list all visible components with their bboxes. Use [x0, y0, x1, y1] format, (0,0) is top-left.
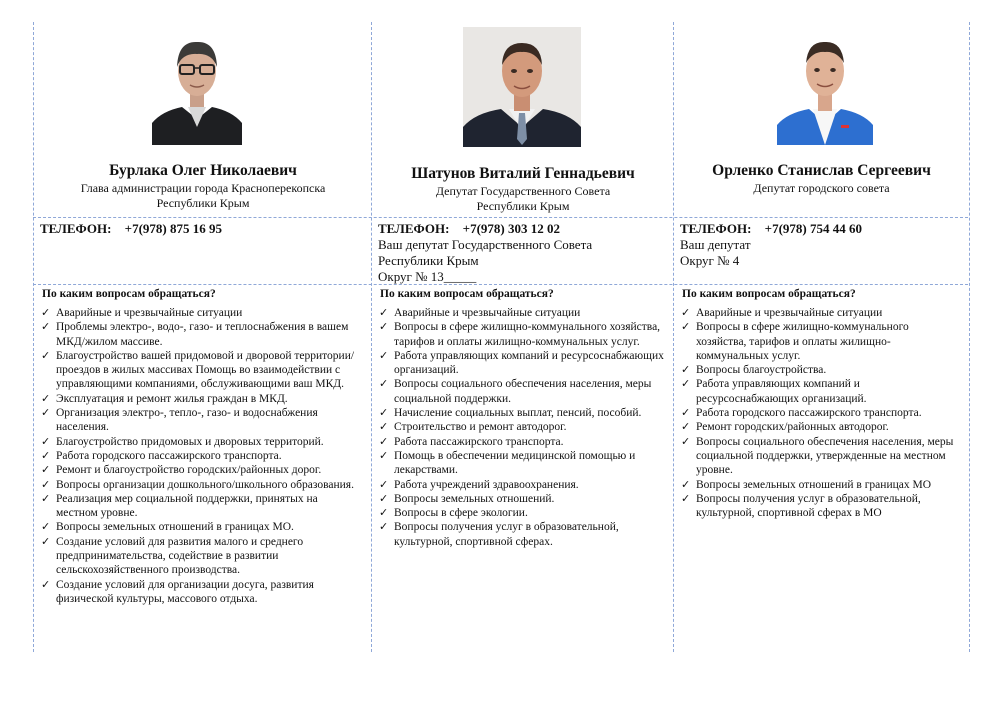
list-item: ✓ Эксплуатация и ремонт жилья граждан в МКД. [41, 392, 288, 405]
check-icon: ✓ [681, 478, 691, 491]
check-icon: ✓ [41, 521, 51, 534]
list-item: ✓ Начисление социальных выплат, пенсий, пособий. [379, 407, 642, 420]
person-role-line-1: Глава администрации города Красноперекопска [80, 181, 326, 195]
check-icon: ✓ [41, 392, 51, 405]
questions-heading: По каким вопросам обращаться? [380, 288, 554, 300]
check-icon: ✓ [41, 578, 51, 591]
district-line-1: Ваш депутат [680, 237, 751, 252]
list-item: ✓ Строительство и ремонт автодорог. [379, 421, 567, 434]
list-item: ✓ Вопросы в сфере экологии. [379, 507, 528, 520]
check-icon: ✓ [681, 378, 691, 391]
list-item: ✓ Аварийные и чрезвычайные ситуации [41, 307, 243, 319]
list-item: ✓ Создание условий для развития малого и среднего предпринимательства, содействие в развитии сельскохозяйственного производства. [41, 535, 304, 577]
list-item: ✓ Вопросы земельных отношений в границах МО. [41, 521, 294, 534]
check-icon: ✓ [41, 435, 51, 448]
contact-sheet [33, 22, 968, 652]
list-item: ✓ Работа городского пассажирского транспорта. [681, 407, 922, 420]
phone-number[interactable]: +7(978) 303 12 02 [462, 221, 560, 236]
topics-list [40, 306, 356, 606]
list-item: ✓ Вопросы в сфере жилищно-коммунального хозяйства, тарифов и оплаты жилищно-коммунальных услуг. [379, 321, 661, 348]
list-item: ✓ Аварийные и чрезвычайные ситуации [379, 307, 581, 319]
divider-header [33, 217, 968, 218]
topics-list [378, 306, 664, 549]
person-card-3 [673, 22, 970, 652]
district-line-3: Округ № 13_____ [378, 269, 477, 284]
list-item: ✓ Благоустройство придомовых и дворовых территорий. [41, 435, 324, 448]
check-icon: ✓ [379, 507, 389, 520]
check-icon: ✓ [379, 321, 389, 334]
check-icon: ✓ [41, 307, 51, 319]
check-icon: ✓ [379, 378, 389, 391]
check-icon: ✓ [681, 421, 691, 434]
list-item: ✓ Ремонт городских/районных автодорог. [681, 421, 889, 434]
check-icon: ✓ [681, 435, 691, 448]
check-icon: ✓ [41, 535, 51, 548]
check-icon: ✓ [41, 492, 51, 505]
check-icon: ✓ [681, 407, 691, 420]
person-name: Орленко Станислав Сергеевич [712, 162, 931, 179]
check-icon: ✓ [681, 321, 691, 334]
person-role-line-2: Республики Крым [156, 196, 250, 210]
check-icon: ✓ [41, 349, 51, 362]
list-item: ✓ Благоустройство вашей придомовой и дворовой территории/проездов в жилых массивах Помощь во взаимодействии с управляющими компаниями, обслуживающими ваш МКД. [41, 349, 355, 391]
questions-heading: По каким вопросам обращаться? [42, 288, 216, 300]
divider-contacts [33, 284, 968, 285]
check-icon: ✓ [379, 407, 389, 420]
list-item: ✓ Помощь в обеспечении медицинской помощью и лекарствами. [379, 449, 636, 477]
list-item: ✓ Вопросы земельных отношений в границах МО [681, 478, 932, 491]
list-item: ✓ Реализация мер социальной поддержки, принятых на местном уровне. [41, 492, 318, 520]
portrait-photo-3 [777, 27, 873, 145]
check-icon: ✓ [379, 492, 389, 505]
list-item: ✓ Вопросы в сфере жилищно-коммунального хозяйства, тарифов и оплаты жилищно-коммунальных услуг. [681, 321, 909, 362]
check-icon: ✓ [379, 421, 389, 434]
phone-number[interactable]: +7(978) 754 44 60 [764, 221, 862, 236]
list-item: ✓ Аварийные и чрезвычайные ситуации [681, 307, 883, 319]
list-item: ✓ Проблемы электро-, водо-, газо- и теплоснабжения в вашем МКД/жилом массиве. [41, 321, 349, 348]
check-icon: ✓ [681, 307, 691, 319]
check-icon: ✓ [379, 478, 389, 491]
district-line-2: Округ № 4 [680, 253, 740, 268]
check-icon: ✓ [41, 449, 51, 462]
person-role-line-1: Депутат городского совета [753, 181, 890, 195]
portrait-photo-2 [463, 27, 581, 147]
check-icon: ✓ [379, 449, 389, 462]
check-icon: ✓ [41, 407, 51, 420]
person-card-1 [33, 22, 372, 652]
person-name: Шатунов Виталий Геннадьевич [411, 165, 635, 182]
phone-label: ТЕЛЕФОН: [40, 221, 112, 236]
check-icon: ✓ [681, 364, 691, 377]
check-icon: ✓ [681, 492, 691, 505]
check-icon: ✓ [379, 349, 389, 362]
phone-label: ТЕЛЕФОН: [378, 221, 450, 236]
list-item: ✓ Работа пассажирского транспорта. [379, 435, 564, 448]
district-line-1: Ваш депутат Государственного Совета [378, 237, 593, 252]
list-item: ✓ Вопросы социального обеспечения населения, меры социальной поддержки, утвержденные на местном уровне. [681, 435, 954, 477]
phone-row [378, 221, 592, 285]
list-item: ✓ Вопросы организации дошкольного/школьного образования. [41, 478, 354, 491]
portrait-photo-1 [152, 27, 242, 145]
phone-row [40, 221, 222, 237]
list-item: ✓ Вопросы социального обеспечения населения, меры социальной поддержки. [379, 378, 652, 405]
district-line-2: Республики Крым [378, 253, 479, 268]
check-icon: ✓ [379, 435, 389, 448]
check-icon: ✓ [41, 464, 51, 477]
person-card-2 [371, 22, 674, 652]
person-name: Бурлака Олег Николаевич [109, 162, 297, 179]
list-item: ✓ Работа учреждений здравоохранения. [379, 478, 579, 491]
list-item: ✓ Вопросы благоустройства. [681, 364, 827, 377]
questions-heading: По каким вопросам обращаться? [682, 288, 856, 300]
list-item: ✓ Вопросы получения услуг в образовательной, культурной, спортивной сферах в МО [681, 492, 921, 520]
list-item: ✓ Ремонт и благоустройство городских/районных дорог. [41, 464, 322, 477]
check-icon: ✓ [379, 521, 389, 534]
list-item: ✓ Создание условий для организации досуга, развития физической культуры, массового отдыха. [41, 578, 314, 605]
phone-number[interactable]: +7(978) 875 16 95 [124, 221, 222, 236]
phone-label: ТЕЛЕФОН: [680, 221, 752, 236]
list-item: ✓ Работа управляющих компаний и ресурсоснабжающих организаций. [681, 378, 867, 405]
list-item: ✓ Организация электро-, тепло-, газо- и водоснабжения населения. [41, 407, 318, 434]
check-icon: ✓ [41, 478, 51, 491]
check-icon: ✓ [379, 307, 389, 319]
list-item: ✓ Вопросы земельных отношений. [379, 492, 555, 505]
person-role-line-1: Депутат Государственного Совета [435, 184, 611, 198]
list-item: ✓ Вопросы получения услуг в образовательной, культурной, спортивной сферах. [379, 521, 619, 548]
check-icon: ✓ [41, 321, 51, 334]
person-role-line-2: Республики Крым [476, 199, 570, 213]
topics-list [680, 306, 960, 520]
list-item: ✓ Работа городского пассажирского транспорта. [41, 449, 282, 462]
phone-row [680, 221, 862, 269]
list-item: ✓ Работа управляющих компаний и ресурсоснабжающих организаций. [379, 349, 664, 377]
